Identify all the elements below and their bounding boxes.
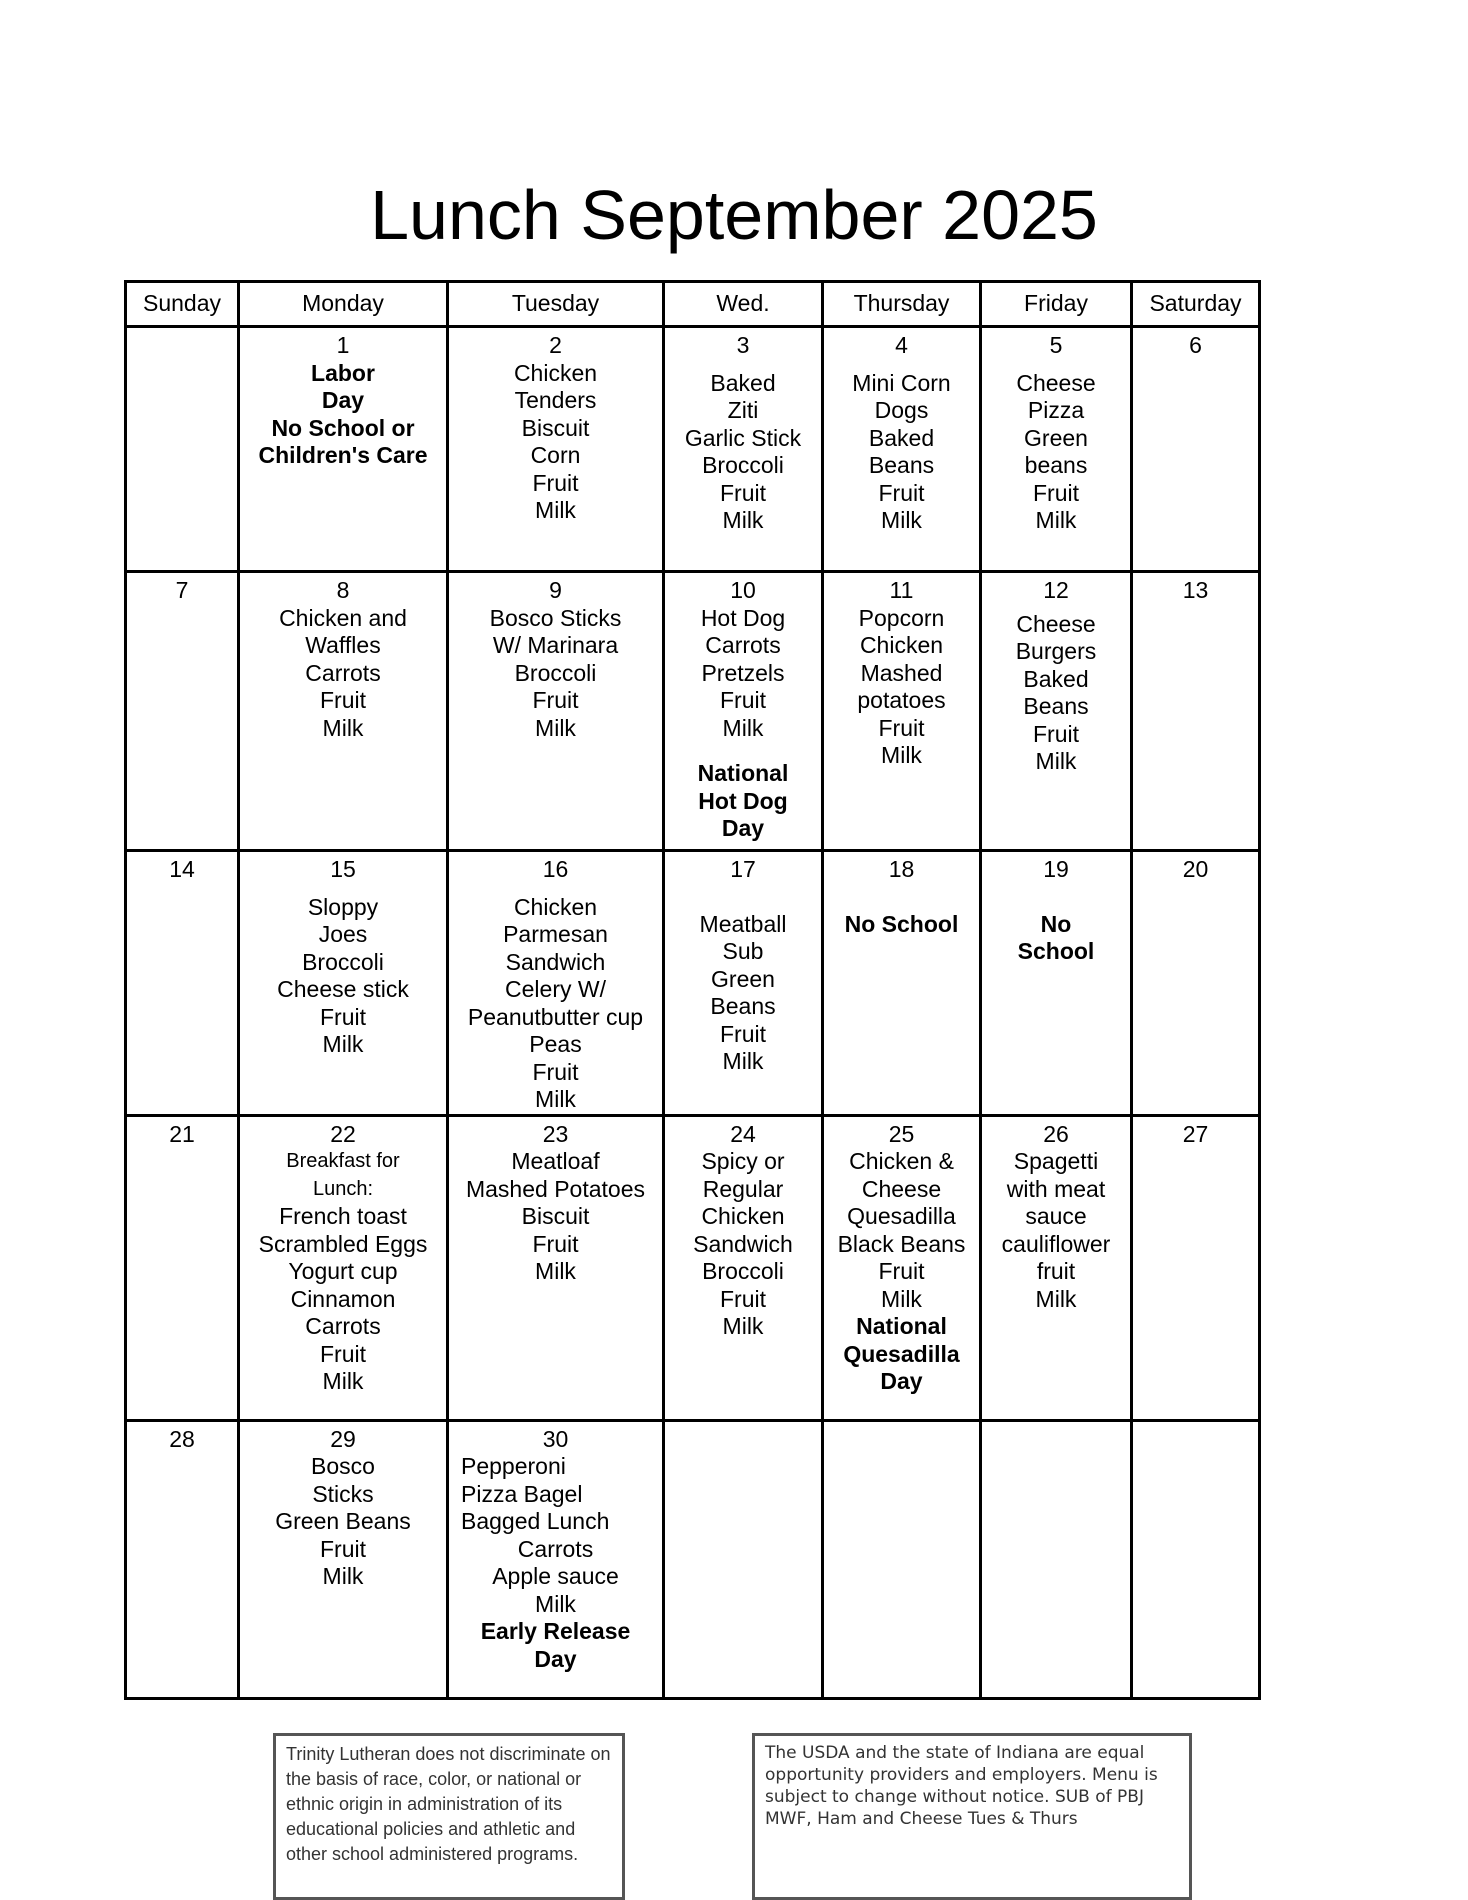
menu-item: Sandwich (505, 948, 606, 975)
day-cell-saturday (1132, 1420, 1260, 1698)
day-cell-wednesday (664, 1420, 823, 1698)
menu-item: Broccoli (702, 1258, 784, 1284)
day-number: 17 (730, 856, 756, 882)
header-friday: Friday (981, 282, 1132, 327)
menu-item: Pepperoni (461, 1453, 566, 1479)
menu-item: Peanutbutter cup (467, 1003, 644, 1030)
menu-item: Sub (722, 938, 764, 964)
page-title: Lunch September 2025 (370, 176, 1098, 254)
menu-item: Sloppy (307, 893, 379, 920)
day-cell-thursday (823, 1420, 981, 1698)
menu-item: Milk (535, 714, 576, 741)
menu-item: French toast (279, 1203, 407, 1229)
menu-item: Cheese (861, 1175, 942, 1202)
menu-item: Milk (722, 1313, 764, 1339)
menu-item: Broccoli (514, 659, 597, 686)
menu-item: Garlic Stick (684, 424, 802, 451)
menu-item: Mashed (860, 659, 943, 686)
menu-item: Tenders (514, 387, 597, 413)
menu-item: Waffles (305, 632, 381, 658)
day-number: 11 (889, 577, 914, 603)
header-tuesday: Tuesday (448, 282, 664, 327)
day-cell-tuesday (448, 572, 664, 851)
menu-item: Milk (322, 1031, 364, 1057)
menu-item: Chicken (859, 632, 944, 658)
week-row (126, 851, 1260, 1116)
menu-item: Chicken (513, 893, 598, 920)
menu-item: W/ Marinara (492, 632, 619, 658)
menu-item: fruit (1036, 1258, 1076, 1284)
menu-item: Popcorn (858, 604, 945, 631)
menu-item: Fruit (720, 1020, 766, 1047)
menu-item: Fruit (720, 687, 766, 713)
menu-item: Beans (1023, 693, 1089, 719)
day-cell-monday (239, 327, 448, 572)
day-cell-monday (239, 1420, 448, 1698)
no-school-label: No School (844, 910, 959, 937)
menu-item: Milk (881, 1285, 922, 1312)
day-number: 1 (336, 332, 350, 358)
menu-item: Fruit (878, 479, 925, 506)
menu-item: Beans (868, 452, 935, 478)
menu-item: sauce (1025, 1203, 1087, 1229)
menu-item: Carrots (305, 1313, 381, 1339)
menu-item: Joes (318, 921, 368, 947)
menu-item: Meatloaf (511, 1148, 600, 1174)
menu-item: Fruit (532, 1230, 579, 1257)
usda-note: The USDA and the state of Indiana are equal opportunity providers and employers. Menu is subject to change without notice. SUB of PBJ MWF, Ham and Cheese Tues & Thurs (752, 1733, 1192, 1900)
menu-item: Fruit (1033, 720, 1079, 747)
day-number: 30 (542, 1425, 569, 1452)
menu-item: Hot Dog (700, 604, 786, 631)
menu-item: Beans (710, 993, 776, 1019)
day-cell-monday (239, 572, 448, 851)
special-day-label: Early Release (480, 1618, 631, 1644)
day-cell-saturday (1132, 1115, 1260, 1420)
day-number: 29 (330, 1425, 356, 1452)
special-day-label: Day (534, 1645, 577, 1672)
menu-item: Bosco (311, 1453, 375, 1479)
day-number: 12 (1043, 577, 1069, 603)
menu-item: Sticks (312, 1480, 374, 1507)
menu-item: Chicken (513, 359, 598, 386)
menu-item: Bosco Sticks (489, 604, 622, 631)
day-cell-thursday (823, 572, 981, 851)
menu-item: Pizza (1027, 397, 1085, 423)
day-number: 10 (730, 577, 756, 603)
menu-item: Chicken and (279, 604, 407, 631)
menu-item: Milk (535, 1086, 576, 1112)
day-cell-friday (981, 572, 1132, 851)
day-number: 2 (549, 332, 562, 358)
day-cell-tuesday (448, 851, 664, 1116)
header-monday: Monday (239, 282, 448, 327)
day-number: 7 (175, 577, 189, 603)
day-cell-saturday (1132, 572, 1260, 851)
day-cell-wednesday (664, 1115, 823, 1420)
menu-item: Dogs (874, 397, 929, 423)
menu-item: Spicy or (701, 1148, 785, 1174)
menu-item: Celery W/ (505, 976, 606, 1002)
menu-item: Fruit (320, 1535, 366, 1562)
day-number: 9 (549, 577, 562, 603)
day-number: 5 (1049, 332, 1063, 358)
week-row (126, 327, 1260, 572)
menu-item: Fruit (320, 1003, 366, 1030)
menu-item: Fruit (532, 469, 579, 496)
week-row (126, 1115, 1260, 1420)
menu-item: Regular (702, 1175, 784, 1202)
special-day-label: Day (721, 815, 765, 841)
special-day-label: National (697, 760, 789, 786)
menu-item: Chicken & (849, 1148, 954, 1174)
menu-item: Baked (710, 369, 776, 396)
menu-item: Pizza Bagel (461, 1480, 583, 1507)
menu-item: Baked (868, 424, 935, 451)
menu-item: potatoes (857, 687, 946, 713)
menu-item: Milk (1035, 748, 1077, 774)
menu-item: Ziti (727, 397, 759, 423)
menu-item: Fruit (320, 687, 366, 713)
menu-item: Green Beans (275, 1508, 411, 1534)
day-cell-friday (981, 1115, 1132, 1420)
menu-item: Cheese (1016, 610, 1096, 637)
menu-item: Scrambled Eggs (258, 1230, 428, 1257)
day-number: 15 (330, 856, 356, 882)
menu-item: Milk (535, 1258, 576, 1284)
menu-item: Baked (1023, 665, 1089, 692)
menu-item: Fruit (320, 1340, 366, 1367)
weekday-header-row (126, 282, 1260, 327)
menu-item: Milk (322, 1368, 364, 1394)
header-sunday: Sunday (126, 282, 239, 327)
special-day-label: Hot Dog (698, 787, 788, 814)
day-cell-sunday (126, 1115, 239, 1420)
menu-item: Chicken (701, 1203, 785, 1229)
day-number: 28 (169, 1425, 195, 1452)
menu-item: with meat (1006, 1175, 1106, 1202)
menu-item: Carrots (705, 632, 781, 658)
menu-item: Milk (322, 714, 364, 741)
menu-item: Broccoli (702, 452, 784, 478)
header-saturday: Saturday (1132, 282, 1260, 327)
menu-item: Bagged Lunch (461, 1508, 610, 1534)
menu-item: Milk (1035, 1285, 1077, 1312)
day-number: 18 (888, 856, 915, 882)
menu-item: Broccoli (302, 948, 384, 975)
day-number: 24 (730, 1120, 756, 1147)
menu-item: Mashed Potatoes (465, 1175, 645, 1202)
day-cell-thursday (823, 327, 981, 572)
no-school-label: No (1040, 910, 1072, 937)
menu-item: Mini Corn (852, 369, 951, 396)
holiday-label: Labor (311, 359, 375, 386)
menu-item: Cheese (1016, 369, 1096, 396)
day-cell-saturday (1132, 327, 1260, 572)
menu-item: Peas (529, 1031, 582, 1057)
day-number: 13 (1182, 577, 1209, 603)
day-cell-tuesday (448, 327, 664, 572)
holiday-label: No School or (271, 414, 415, 441)
menu-heading: Breakfast for (286, 1150, 400, 1172)
day-number: 19 (1043, 856, 1069, 882)
menu-item: Milk (722, 507, 764, 533)
menu-item: Fruit (878, 1258, 925, 1284)
day-number: 16 (542, 856, 569, 882)
day-cell-friday (981, 327, 1132, 572)
day-number: 6 (1189, 332, 1202, 358)
day-cell-thursday (823, 851, 981, 1116)
day-cell-wednesday (664, 327, 823, 572)
menu-item: Carrots (305, 659, 381, 686)
menu-item: Meatball (699, 910, 787, 937)
day-cell-sunday (126, 572, 239, 851)
menu-item: Spagetti (1013, 1148, 1099, 1174)
day-number: 4 (895, 332, 908, 358)
special-day-label: Quesadilla (843, 1340, 960, 1367)
day-cell-tuesday (448, 1115, 664, 1420)
no-school-label: School (1017, 938, 1095, 964)
day-number: 27 (1182, 1120, 1209, 1147)
menu-item: Milk (881, 507, 922, 533)
day-number: 22 (330, 1120, 356, 1147)
menu-item: Yogurt cup (288, 1258, 398, 1284)
day-number: 21 (169, 1120, 195, 1147)
lunch-calendar (124, 280, 1261, 1700)
day-number: 3 (736, 332, 750, 358)
menu-item: Cheese stick (277, 976, 409, 1002)
menu-item: Biscuit (521, 1203, 590, 1229)
menu-item: Fruit (532, 687, 579, 713)
menu-item: Corn (530, 442, 581, 468)
menu-item: Burgers (1015, 638, 1097, 664)
menu-item: Carrots (517, 1535, 594, 1562)
menu-item: cauliflower (1001, 1230, 1111, 1257)
menu-item: Milk (322, 1563, 364, 1589)
menu-item: Green (711, 965, 775, 992)
menu-item: Apple sauce (492, 1563, 619, 1589)
header-wednesday: Wed. (664, 282, 823, 327)
day-number: 23 (542, 1120, 569, 1147)
day-cell-saturday (1132, 851, 1260, 1116)
day-cell-friday (981, 851, 1132, 1116)
menu-item: Cinnamon (290, 1285, 396, 1312)
menu-item: Biscuit (521, 414, 590, 441)
menu-item: Pretzels (701, 659, 785, 686)
day-cell-thursday (823, 1115, 981, 1420)
week-row (126, 572, 1260, 851)
day-cell-sunday (126, 1420, 239, 1698)
menu-item: Milk (722, 714, 764, 741)
menu-item: Fruit (878, 714, 925, 741)
menu-item: Milk (881, 742, 922, 768)
menu-item: Fruit (720, 1285, 766, 1312)
menu-item: Milk (535, 1590, 576, 1617)
menu-item: Black Beans (837, 1230, 966, 1257)
menu-item: beans (1024, 452, 1088, 478)
day-number: 14 (169, 856, 195, 882)
menu-item: Milk (535, 497, 576, 523)
menu-item: Milk (1035, 507, 1077, 533)
holiday-label: Day (321, 387, 365, 413)
day-number: 26 (1043, 1120, 1069, 1147)
day-cell-sunday (126, 851, 239, 1116)
day-number: 25 (888, 1120, 915, 1147)
special-day-label: Day (880, 1368, 923, 1394)
week-row (126, 1420, 1260, 1698)
day-cell-monday (239, 1115, 448, 1420)
day-number: 8 (336, 577, 350, 603)
special-day-label: National (856, 1313, 947, 1339)
menu-item: Green (1024, 424, 1088, 451)
holiday-label: Children's Care (258, 442, 428, 468)
menu-item: Parmesan (503, 921, 608, 947)
menu-item: Milk (722, 1048, 764, 1074)
menu-item: Fruit (720, 479, 766, 506)
menu-heading: Lunch: (312, 1177, 374, 1200)
day-cell-tuesday (448, 1420, 664, 1698)
day-cell-friday (981, 1420, 1132, 1698)
day-cell-wednesday (664, 851, 823, 1116)
nondiscrimination-note: Trinity Lutheran does not discriminate on the basis of race, color, or national or ethnic origin in administration of its educational policies and athletic and other school administered programs. (273, 1733, 625, 1900)
menu-item: Sandwich (693, 1230, 793, 1257)
day-number: 20 (1182, 856, 1209, 882)
day-cell-monday (239, 851, 448, 1116)
menu-item: Fruit (532, 1058, 579, 1085)
header-thursday: Thursday (823, 282, 981, 327)
menu-item: Quesadilla (847, 1203, 956, 1229)
day-cell-wednesday (664, 572, 823, 851)
day-cell-sunday (126, 327, 239, 572)
menu-item: Fruit (1033, 479, 1079, 506)
